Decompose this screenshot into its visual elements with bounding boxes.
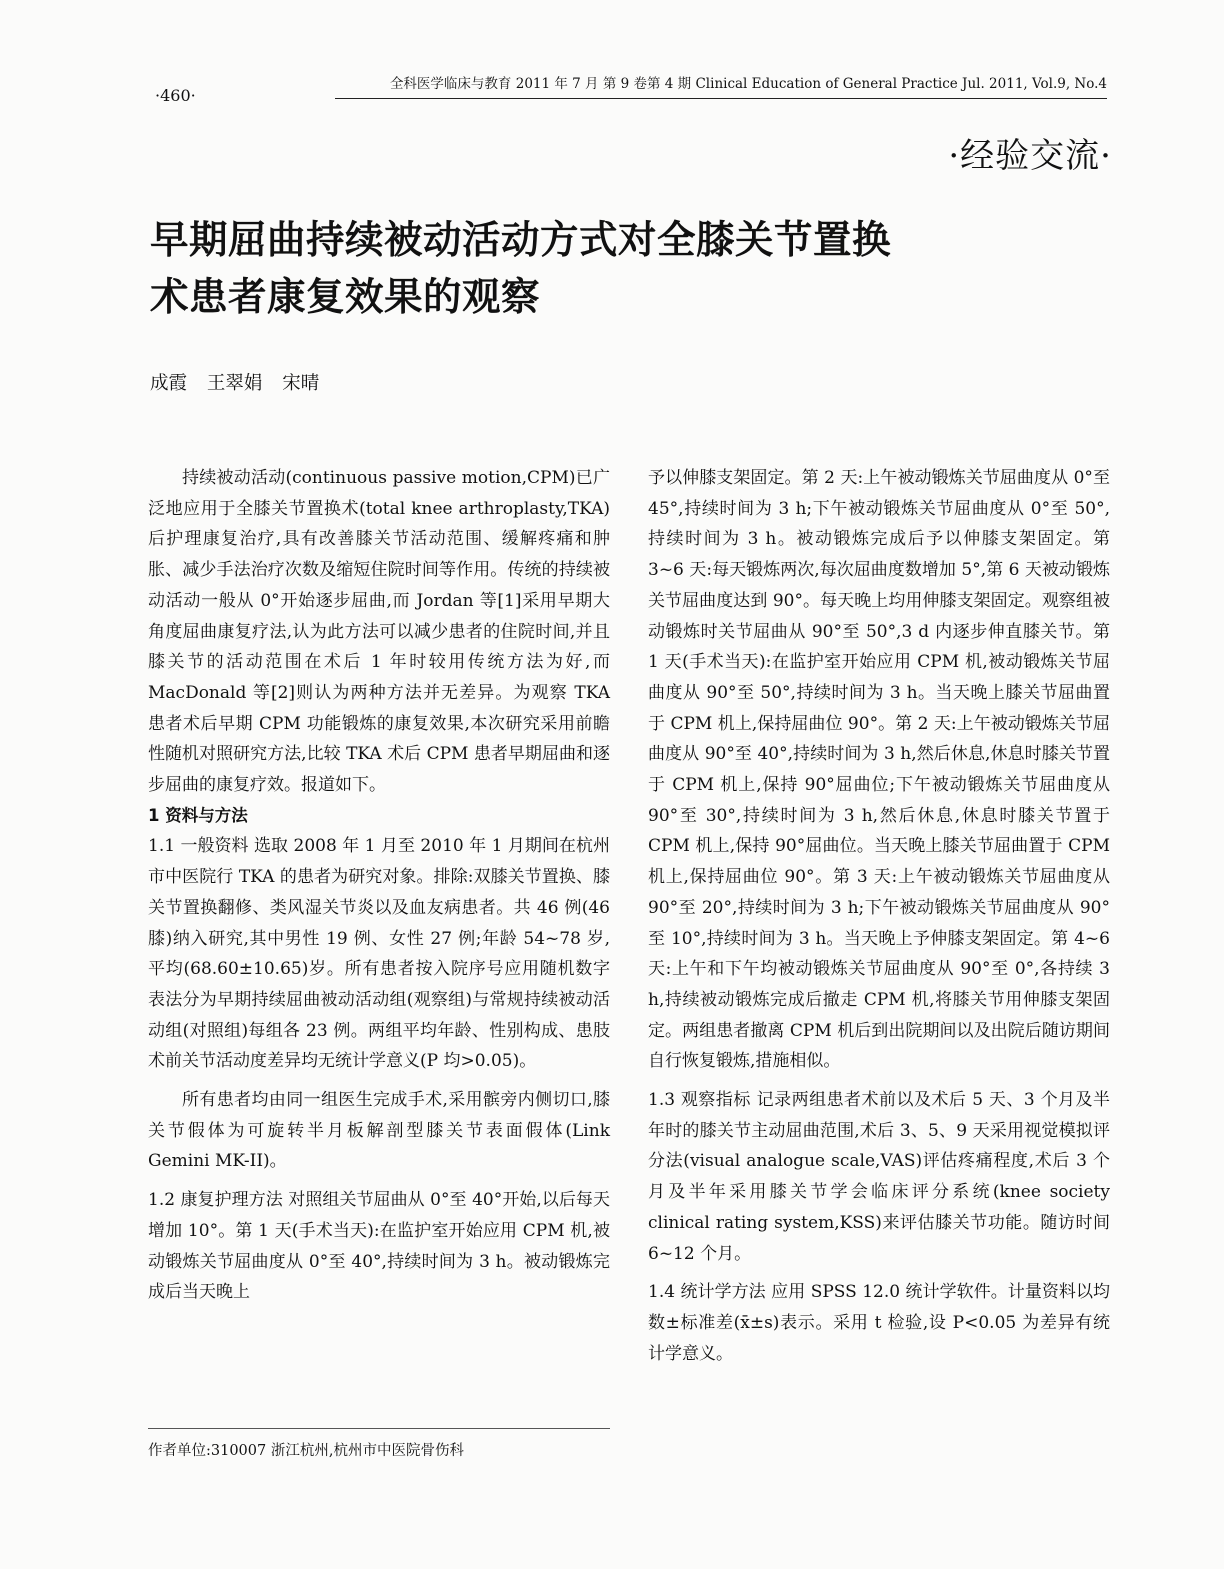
authors: 成霞 王翠娟 宋晴 <box>150 373 320 394</box>
section-1-1-continued: 所有患者均由同一组医生完成手术,采用髌旁内侧切口,膝关节假体为可旋转半月板解剖型膝关节表面假体(Link Gemini MK-II)。 <box>148 1090 610 1172</box>
author-affiliation: 作者单位:310007 浙江杭州,杭州市中医院骨伤科 <box>148 1443 464 1459</box>
article-title: 早期屈曲持续被动活动方式对全膝关节置换术患者康复效果的观察 <box>150 218 892 320</box>
section-heading-1: 1 资料与方法 <box>148 805 248 825</box>
running-header: 全科医学临床与教育 2011 年 7 月 第 9 卷第 4 期 Clinical Education of General Practice Jul. 2011, Vol.9, No.4 <box>335 72 1107 99</box>
footnote-rule <box>148 1428 610 1429</box>
right-column <box>648 463 1110 1369</box>
section-tag: ·经验交流· <box>948 136 1112 176</box>
section-1-1: 1.1 一般资料 选取 2008 年 1 月至 2010 年 1 月期间在杭州市中医院行 TKA 的患者为研究对象。排除:双膝关节置换、膝关节置换翻修、类风湿关节炎以及血友病患者。共 46 例(46 膝)纳入研究,其中男性 19 例、女性 27 例;年龄 54~78 岁,平均(68.60±10.65)岁。所有患者按入院序号应用随机数字表法分为早期持续屈曲被动活动组(观察组)与常规持续被动活动组(对照组)每组各 23 例。两组平均年龄、性别构成、患肢术前关节活动度差异均无统计学意义(P 均>0.05)。 <box>148 836 610 1072</box>
section-1-3: 1.3 观察指标 记录两组患者术前以及术后 5 天、3 个月及半年时的膝关节主动屈曲范围,术后 3、5、9 天采用视觉模拟评分法(visual analogue scale,VAS)评估疼痛程度,术后 3 个月及半年采用膝关节学会临床评分系统(knee society clinical rating system,KSS)来评估膝关节功能。随访时间 6~12 个月。 <box>648 1090 1110 1264</box>
intro-paragraph: 持续被动活动(continuous passive motion,CPM)已广泛地应用于全膝关节置换术(total knee arthroplasty,TKA)后护理康复治疗,具有改善膝关节活动范围、缓解疼痛和肿胀、减少手法治疗次数及缩短住院时间等作用。传统的持续被动活动一般从 0°开始逐步屈曲,而 Jordan 等[1]采用早期大角度屈曲康复疗法,认为此方法可以减少患者的住院时间,并且膝关节的活动范围在术后 1 年时较用传统方法为好,而 MacDonald 等[2]则认为两种方法并无差异。为观察 TKA 患者术后早期 CPM 功能锻炼的康复效果,本次研究采用前瞻性随机对照研究方法,比较 TKA 术后 CPM 患者早期屈曲和逐步屈曲的康复疗效。报道如下。 <box>148 468 610 796</box>
section-1-4: 1.4 统计学方法 应用 SPSS 12.0 统计学软件。计量资料以均数±标准差(x̄±s)表示。采用 t 检验,设 P<0.05 为差异有统计学意义。 <box>648 1282 1110 1364</box>
section-1-2-continued: 予以伸膝支架固定。第 2 天:上午被动锻炼关节屈曲度从 0°至 45°,持续时间为 3 h;下午被动锻炼关节屈曲度从 0°至 50°,持续时间为 3 h。被动锻炼完成后予以伸膝支架固定。第 3~6 天:每天锻炼两次,每次屈曲度数增加 5°,第 6 天被动锻炼关节屈曲度达到 90°。每天晚上均用伸膝支架固定。观察组被动锻炼时关节屈曲从 90°至 50°,3 d 内逐步伸直膝关节。第 1 天(手术当天):在监护室开始应用 CPM 机,被动锻炼关节屈曲度从 90°至 50°,持续时间为 3 h。当天晚上膝关节屈曲置于 CPM 机上,保持屈曲位 90°。第 2 天:上午被动锻炼关节屈曲度从 90°至 40°,持续时间为 3 h,然后休息,休息时膝关节置于 CPM 机上,保持 90°屈曲位;下午被动锻炼关节屈曲度从 90°至 30°,持续时间为 3 h,然后休息,休息时膝关节置于 CPM 机上,保持 90°屈曲位。当天晚上膝关节屈曲置于 CPM 机上,保持屈曲位 90°。第 3 天:上午被动锻炼关节屈曲度从 90°至 20°,持续时间为 3 h;下午被动锻炼关节屈曲度从 90°至 10°,持续时间为 3 h。当天晚上予伸膝支架固定。第 4~6 天:上午和下午均被动锻炼关节屈曲度从 90°至 0°,各持续 3 h,持续被动锻炼完成后撤走 CPM 机,将膝关节用伸膝支架固定。两组患者撤离 CPM 机后到出院期间以及出院后随访期间自行恢复锻炼,措施相似。 <box>648 468 1110 1072</box>
section-1-2: 1.2 康复护理方法 对照组关节屈曲从 0°至 40°开始,以后每天增加 10°。第 1 天(手术当天):在监护室开始应用 CPM 机,被动锻炼关节屈曲度从 0°至 40°,持续时间为 3 h。被动锻炼完成后当天晚上 <box>148 1190 610 1303</box>
left-column <box>148 463 610 1308</box>
page-number: ·460· <box>155 86 196 105</box>
